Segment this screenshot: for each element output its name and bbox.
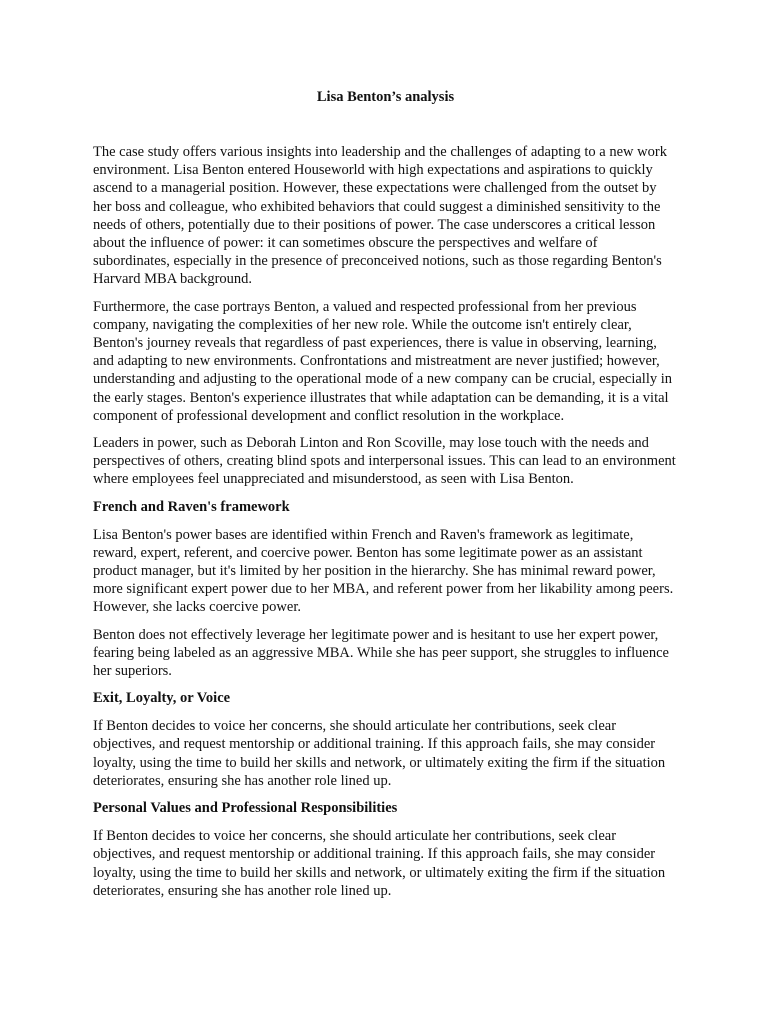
document-page [93,88,678,909]
exit-loyalty-voice-paragraph: If Benton decides to voice her concerns, she should articulate her contributions, seek clear objectives, and request mentorship or additional training. If this approach fails, she may consider loyalty, using the time to build her skills and network, or ultimately exiting the firm if the situation deteriorates, ensuring she has another role lined up. [93,718,666,789]
section-heading-personal-values: Personal Values and Professional Responsibilities [93,800,398,817]
document-title: Lisa Benton’s analysis [316,89,455,105]
intro-paragraph-1: The case study offers various insights into leadership and the challenges of adapting to a new work environment. Lisa Benton entered Houseworld with high expectations and aspirations to quickly ascend to a managerial position. However, these expectations were challenged from the outset by her boss and colleague, who exhibited behaviors that could suggest a diminished sensitivity to the needs of others, potentially due to their positions of power. The case underscores a critical lesson about the influence of power: it can sometimes obscure the perspectives and welfare of subordinates, especially in the presence of preconceived notions, such as those regarding Benton's Harvard MBA background. [93,144,667,288]
personal-values-paragraph: If Benton decides to voice her concerns, she should articulate her contributions, seek clear objectives, and request mentorship or additional training. If this approach fails, she may consider loyalty, using the time to build her skills and network, or ultimately exiting the firm if the situation deteriorates, ensuring she has another role lined up. [93,828,666,899]
intro-paragraph-2: Furthermore, the case portrays Benton, a valued and respected professional from her previous company, navigating the complexities of her new role. While the outcome isn't entirely clear, Benton's journey reveals that regardless of past experiences, there is value in observing, learning, and adapting to new environments. Confrontations and mistreatment are never justified; however, understanding and adjusting to the operational mode of a new company can be crucial, especially in the early stages. Benton's experience illustrates that while adaptation can be demanding, it is a vital component of professional development and conflict resolution in the workplace. [93,298,673,424]
section-heading-exit-loyalty-voice: Exit, Loyalty, or Voice [93,690,231,707]
french-raven-paragraph-1: Lisa Benton's power bases are identified within French and Raven's framework as legitimate, reward, expert, referent, and coercive power. Benton has some legitimate power as an assistant product manager, but it's limited by her position in the hierarchy. She has minimal reward power, more significant expert power due to her MBA, and referent power from her likability among peers. However, she lacks coercive power. [93,526,674,616]
section-heading-french-raven: French and Raven's framework [93,498,290,515]
intro-paragraph-3: Leaders in power, such as Deborah Linton and Ron Scoville, may lose touch with the needs and perspectives of others, creating blind spots and interpersonal issues. This can lead to an environment where employees feel unappreciated and misunderstood, as seen with Lisa Benton. [93,435,676,488]
french-raven-paragraph-2: Benton does not effectively leverage her legitimate power and is hesitant to use her expert power, fearing being labeled as an aggressive MBA. While she has peer support, she struggles to influence her superiors. [93,626,669,680]
